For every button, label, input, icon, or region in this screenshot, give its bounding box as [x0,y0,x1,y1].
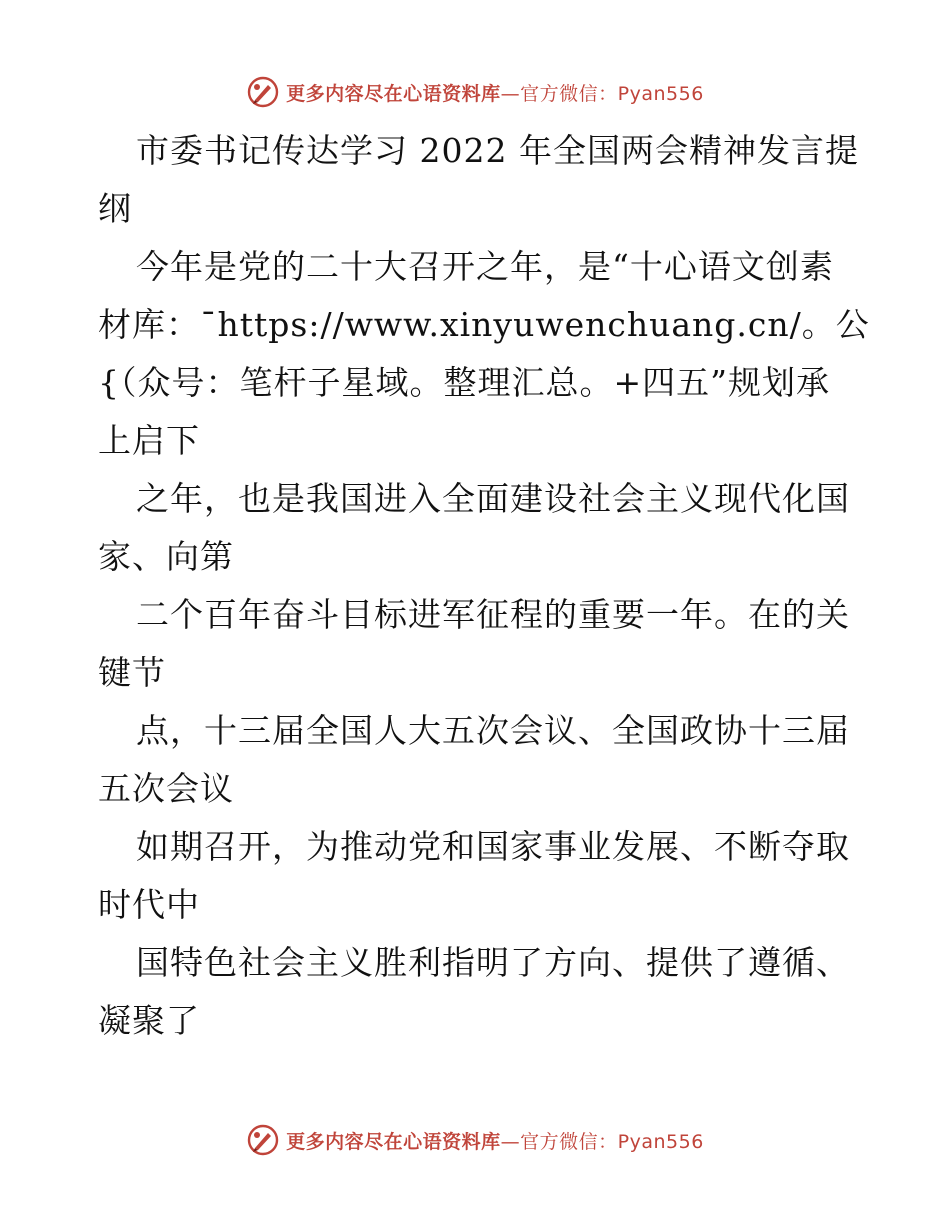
text-line: 键节 [98,653,166,692]
document-body [98,122,870,1050]
text-line: 上启下 [98,421,200,460]
text-line: 五次会议 [98,769,234,808]
banner-separator: — [500,82,521,105]
pen-logo-icon [246,75,280,109]
text-line: 之年，也是我国进入全面建设社会主义现代化国 [136,479,850,518]
text-line: 家、向第 [98,537,234,576]
footer-banner [0,1120,950,1160]
text-line: 市委书记传达学习 2022 年全国两会精神发言提 [136,131,859,170]
text-line: 时代中 [98,885,200,924]
text-line: 点，十三届全国人大五次会议、全国政协十三届 [136,711,850,750]
text-line: 二个百年奋斗目标进军征程的重要一年。在的关 [136,595,850,634]
text-line: 国特色社会主义胜利指明了方向、提供了遵循、 [136,943,850,982]
banner-contact: 官方微信：Pyan556 [520,82,704,105]
text-line: 纲 [98,189,132,228]
banner-separator: — [500,1130,521,1153]
header-banner [0,72,950,112]
text-line: 凝聚了 [98,1001,200,1040]
banner-contact: 官方微信：Pyan556 [520,1130,704,1153]
banner-brand: 更多内容尽在心语资料库 [286,1130,501,1153]
text-line: 材库：¯https://www.xinyuwenchuang.cn/。公 [98,305,870,344]
banner-brand: 更多内容尽在心语资料库 [286,82,501,105]
pen-logo-icon [246,1123,280,1157]
text-line: {（众号：笔杆子星域。整理汇总。+四五”规划承 [98,363,831,402]
text-line: 今年是党的二十大召开之年，是“十心语文创素 [136,247,834,286]
banner-text [286,79,704,106]
text-line: 如期召开，为推动党和国家事业发展、不断夺取 [136,827,850,866]
banner-text [286,1127,704,1154]
